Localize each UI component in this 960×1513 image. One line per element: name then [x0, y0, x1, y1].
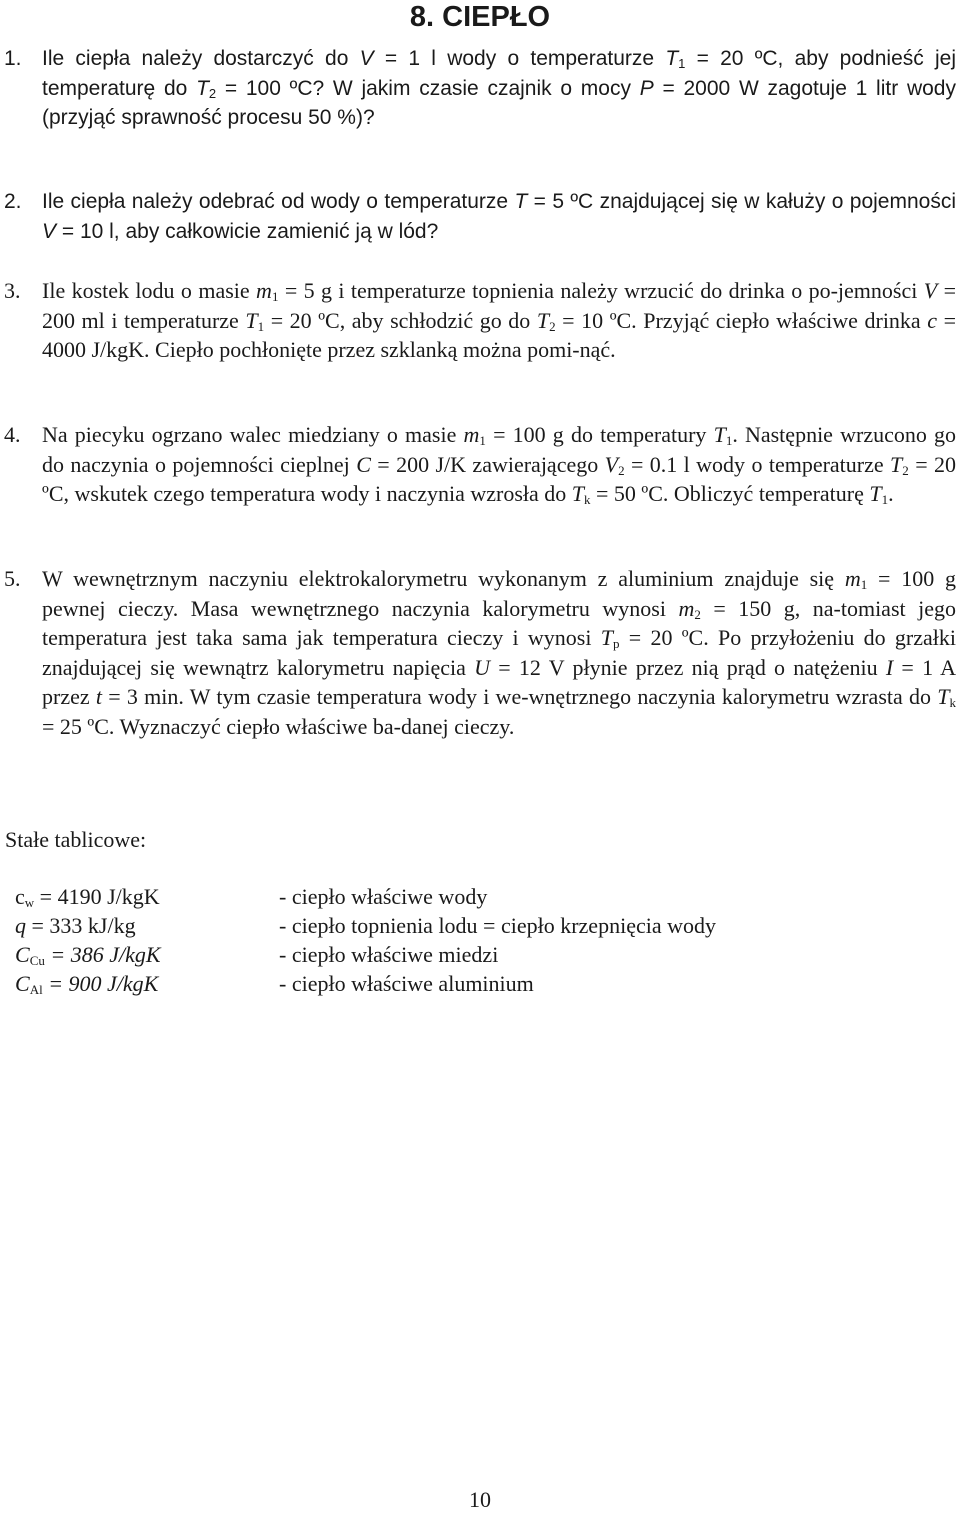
constant-row — [15, 969, 915, 998]
constant-row — [15, 882, 915, 911]
constant-description: - ciepło właściwe miedzi — [279, 942, 499, 967]
constants-heading: Stałe tablicowe: — [5, 827, 147, 852]
page-title: 8. CIEPŁO — [409, 1, 551, 33]
problem-2: 2. Ile ciepła należy odebrać od wody o temperaturze T = 5 ºC znajdującej się w kałuży o pojemności V = 10 l, aby całkowicie zamienić ją w lód? — [42, 187, 956, 246]
constant-symbol: $C_{Al} = 900$ J/kgK — [15, 971, 159, 997]
problem-4: 4. Na piecyku ogrzano walec miedziany o masie $m_1 = 100$ g do temperatury $T_1$. Następnie wrzucono go do naczynia o pojemności cieplnej C = 200 J/K zawierającego $V_2 = 0.1$ l wody o temperaturze $T_2 = 20$ ºC, wskutek czego temperatura wody i naczynia wzrosła do $T_k = 50$ ºC. Obliczyć temperaturę $T_1$. — [4, 422, 957, 507]
problem-number: 2. — [4, 190, 22, 213]
constant-description: - ciepło właściwe aluminium — [279, 971, 534, 996]
problem-1: 1. Ile ciepła należy dostarczyć do V = 1 l wody o temperaturze $T_1 = 20$ ºC, aby podnieść jej temperaturę do $T_2 = 100$ ºC? W jakim czasie czajnik o mocy P = 2000 W zagotuje 1 litr wody (przyjąć sprawność procesu 50 %)? — [42, 44, 956, 133]
constant-row — [15, 911, 915, 940]
constant-row — [15, 940, 915, 969]
problem-3: 3. Ile kostek lodu o masie $m_1 = 5$ g i temperaturze topnienia należy wrzucić do drinka o po-jemności V = 200 ml i temperaturze $T_1 = 20$ ºC, aby schłodzić go do $T_2 = 10$ ºC. Przyjąć ciepło właściwe drinka c = 4000 J/kgK. Ciepło pochłonięte przez szklanką można pomi-nąć. — [4, 278, 956, 362]
page-number: 10 — [469, 1487, 491, 1512]
problem-number: 4. — [4, 422, 21, 447]
problem-number: 5. — [4, 566, 21, 591]
problem-number: 3. — [4, 278, 21, 303]
constant-symbol: $c_w = 4190$ J/kgK — [15, 884, 160, 910]
constant-symbol: q = 333 kJ/kg — [15, 913, 136, 938]
problem-number: 1. — [4, 47, 22, 70]
constant-symbol: $C_{Cu} = 386$ J/kgK — [15, 942, 161, 968]
problem-5: 5. W wewnętrznym naczyniu elektrokalorymetru wykonanym z aluminium znajduje się $m_1 = 100$ g pewnej cieczy. Masa wewnętrznego naczynia kalorymetru wynosi $m_2 = 150$ g, na-tomiast jego temperatura jest taka sama jak temperatura cieczy i wynosi $T_p = 20$ ºC. Po przyłożeniu do grzałki znajdującej się wewnątrz kalorymetru napięcia U = 12 V płynie przez nią prąd o natężeniu I = 1 A przez t = 3 min. W tym czasie temperatura wody i we-wnętrznego naczynia kalorymetru wzrasta do $T_k = 25$ ºC. Wyznaczyć ciepło właściwe ba-danej cieczy. — [4, 566, 957, 739]
constant-description: - ciepło właściwe wody — [279, 884, 488, 909]
constant-description: - ciepło topnienia lodu = ciepło krzepnięcia wody — [279, 913, 716, 938]
